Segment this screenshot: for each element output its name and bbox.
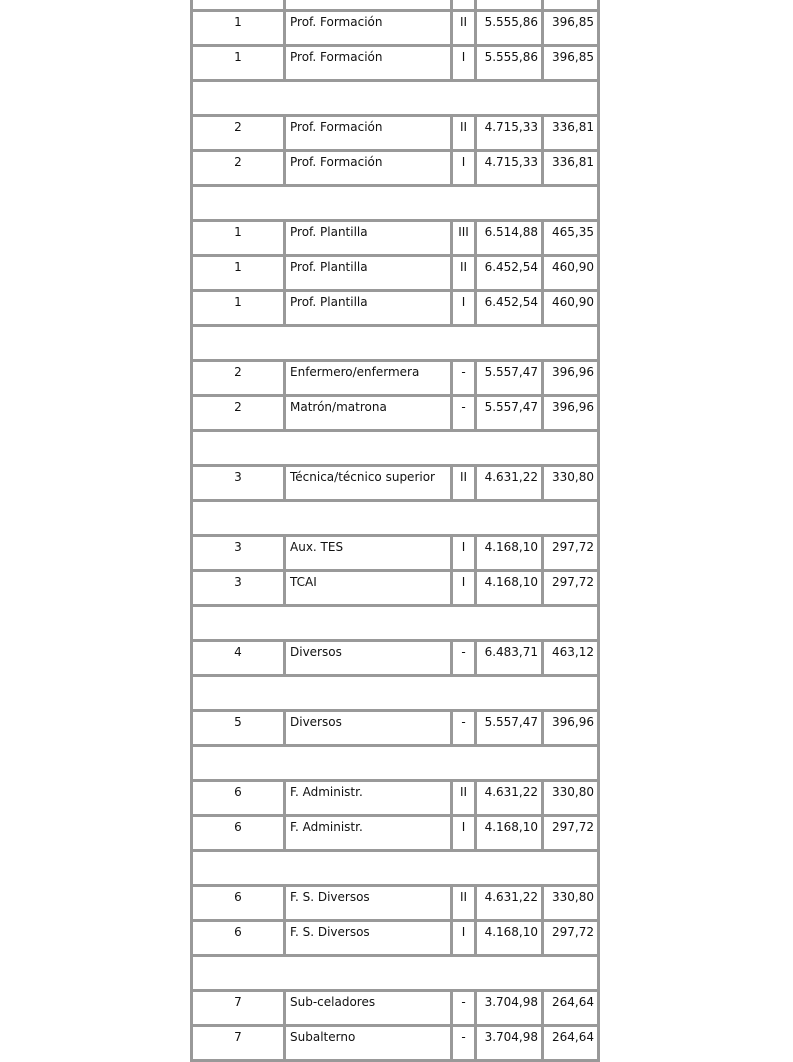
table-row [192, 396, 599, 431]
group-cell: 2 [192, 396, 285, 431]
group-cell: 7 [192, 1026, 285, 1061]
group-cell: 6 [192, 781, 285, 816]
table-separator-row [192, 431, 599, 466]
table-separator-row [192, 606, 599, 641]
cell [543, 0, 599, 11]
category-cell: Sub-celadores [285, 991, 452, 1026]
amount2-cell: 330,80 [543, 781, 599, 816]
level-cell: - [452, 396, 476, 431]
amount-cell: 5.555,86 [476, 46, 543, 81]
table-row [192, 711, 599, 746]
table-separator-row [192, 956, 599, 991]
table-separator-row [192, 746, 599, 781]
amount-cell: 6.452,54 [476, 256, 543, 291]
amount2-cell: 396,96 [543, 396, 599, 431]
category-cell: Enfermero/enfermera [285, 361, 452, 396]
group-cell: 2 [192, 151, 285, 186]
amount2-cell: 463,12 [543, 641, 599, 676]
separator-cell [192, 326, 599, 361]
amount-cell: 4.715,33 [476, 116, 543, 151]
amount-cell: 6.483,71 [476, 641, 543, 676]
table-row [192, 11, 599, 46]
amount-cell: 3.704,98 [476, 1026, 543, 1061]
level-cell: I [452, 536, 476, 571]
amount-cell: 3.704,98 [476, 991, 543, 1026]
level-cell: II [452, 781, 476, 816]
amount2-cell: 396,85 [543, 11, 599, 46]
amount2-cell: 330,80 [543, 886, 599, 921]
separator-cell [192, 501, 599, 536]
table-row [192, 921, 599, 956]
group-cell: 2 [192, 116, 285, 151]
amount2-cell: 297,72 [543, 571, 599, 606]
amount2-cell: 460,90 [543, 291, 599, 326]
table-separator-row [192, 186, 599, 221]
level-cell: I [452, 571, 476, 606]
amount-cell: 4.631,22 [476, 886, 543, 921]
amount2-cell: 297,72 [543, 536, 599, 571]
separator-cell [192, 431, 599, 466]
level-cell: - [452, 711, 476, 746]
category-cell: Prof. Formación [285, 151, 452, 186]
level-cell: I [452, 46, 476, 81]
table-row [192, 641, 599, 676]
group-cell: 2 [192, 361, 285, 396]
amount2-cell: 465,35 [543, 221, 599, 256]
category-cell: F. S. Diversos [285, 921, 452, 956]
amount-cell: 4.168,10 [476, 571, 543, 606]
group-cell: 1 [192, 11, 285, 46]
table-separator-row [192, 676, 599, 711]
category-cell: Prof. Formación [285, 11, 452, 46]
group-cell: 6 [192, 886, 285, 921]
cell [476, 0, 543, 11]
table-row [192, 571, 599, 606]
amount2-cell: 460,90 [543, 256, 599, 291]
group-cell: 6 [192, 816, 285, 851]
category-cell: Diversos [285, 711, 452, 746]
group-cell: 1 [192, 256, 285, 291]
table-separator-row [192, 326, 599, 361]
level-cell: II [452, 11, 476, 46]
category-cell: TCAI [285, 571, 452, 606]
level-cell: I [452, 921, 476, 956]
amount-cell: 5.555,86 [476, 11, 543, 46]
amount2-cell: 330,80 [543, 466, 599, 501]
table-row [192, 291, 599, 326]
table-row [192, 46, 599, 81]
category-cell: F. Administr. [285, 781, 452, 816]
amount2-cell: 396,96 [543, 361, 599, 396]
category-cell: Subalterno [285, 1026, 452, 1061]
table-separator-row [192, 501, 599, 536]
category-cell: Prof. Plantilla [285, 256, 452, 291]
amount2-cell: 396,96 [543, 711, 599, 746]
amount2-cell: 396,85 [543, 46, 599, 81]
table-row [192, 991, 599, 1026]
table-row [192, 886, 599, 921]
category-cell: Prof. Formación [285, 46, 452, 81]
separator-cell [192, 746, 599, 781]
category-cell: Diversos [285, 641, 452, 676]
table-row [192, 256, 599, 291]
separator-cell [192, 606, 599, 641]
amount2-cell: 297,72 [543, 921, 599, 956]
amount-cell: 6.452,54 [476, 291, 543, 326]
cell [285, 0, 452, 11]
category-cell: Aux. TES [285, 536, 452, 571]
separator-cell [192, 676, 599, 711]
group-cell: 1 [192, 46, 285, 81]
level-cell: - [452, 1026, 476, 1061]
amount2-cell: 336,81 [543, 151, 599, 186]
group-cell: 6 [192, 921, 285, 956]
table-separator-row [192, 81, 599, 116]
level-cell: I [452, 816, 476, 851]
category-cell: Prof. Plantilla [285, 291, 452, 326]
table-separator-row [192, 851, 599, 886]
group-cell: 3 [192, 466, 285, 501]
amount-cell: 4.168,10 [476, 816, 543, 851]
category-cell: Prof. Formación [285, 116, 452, 151]
category-cell: F. Administr. [285, 816, 452, 851]
amount-cell: 4.168,10 [476, 536, 543, 571]
category-cell: F. S. Diversos [285, 886, 452, 921]
table-row [192, 816, 599, 851]
group-cell: 1 [192, 221, 285, 256]
table-row [192, 781, 599, 816]
separator-cell [192, 81, 599, 116]
category-cell: Prof. Plantilla [285, 221, 452, 256]
level-cell: I [452, 291, 476, 326]
amount2-cell: 336,81 [543, 116, 599, 151]
amount2-cell: 264,64 [543, 1026, 599, 1061]
amount2-cell: 264,64 [543, 991, 599, 1026]
table-row [192, 221, 599, 256]
amount-cell: 6.514,88 [476, 221, 543, 256]
level-cell: - [452, 641, 476, 676]
amount-cell: 5.557,47 [476, 396, 543, 431]
group-cell: 7 [192, 991, 285, 1026]
level-cell: - [452, 991, 476, 1026]
table-row [192, 361, 599, 396]
level-cell: I [452, 151, 476, 186]
level-cell: III [452, 221, 476, 256]
category-cell: Técnica/técnico superior [285, 466, 452, 501]
salary-table-body [192, 0, 599, 1061]
category-cell: Matrón/matrona [285, 396, 452, 431]
table-row [192, 116, 599, 151]
group-cell: 4 [192, 641, 285, 676]
amount-cell: 4.631,22 [476, 781, 543, 816]
table-row [192, 151, 599, 186]
separator-cell [192, 186, 599, 221]
table-row [192, 1026, 599, 1061]
level-cell: II [452, 886, 476, 921]
separator-cell [192, 851, 599, 886]
group-cell: 3 [192, 571, 285, 606]
salary-table [190, 0, 600, 1062]
group-cell: 3 [192, 536, 285, 571]
group-cell: 5 [192, 711, 285, 746]
separator-cell [192, 956, 599, 991]
amount-cell: 4.631,22 [476, 466, 543, 501]
table-row [192, 466, 599, 501]
amount-cell: 5.557,47 [476, 711, 543, 746]
level-cell: - [452, 361, 476, 396]
level-cell: II [452, 256, 476, 291]
cell [452, 0, 476, 11]
amount-cell: 5.557,47 [476, 361, 543, 396]
table-row-partial [192, 0, 599, 11]
level-cell: II [452, 116, 476, 151]
amount2-cell: 297,72 [543, 816, 599, 851]
amount-cell: 4.715,33 [476, 151, 543, 186]
group-cell: 1 [192, 291, 285, 326]
table-row [192, 536, 599, 571]
level-cell: II [452, 466, 476, 501]
amount-cell: 4.168,10 [476, 921, 543, 956]
cell [192, 0, 285, 11]
